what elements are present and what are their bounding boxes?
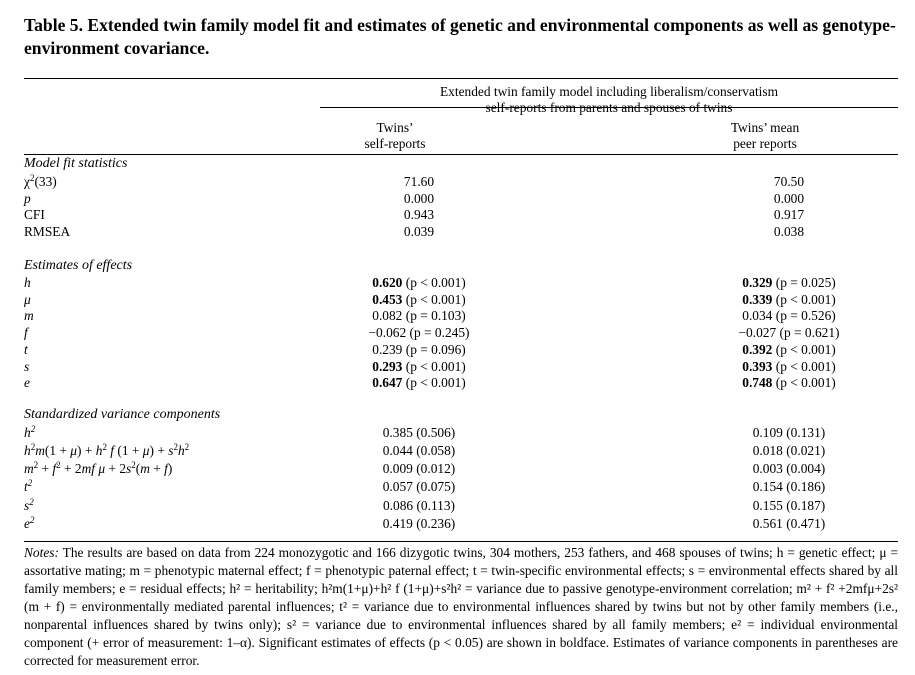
row-label: p <box>24 191 31 206</box>
self-report-value: 71.60 <box>403 174 435 189</box>
spanning-header-rule <box>320 107 898 108</box>
row-label: $\chi^2(33)$ <box>24 173 57 189</box>
peer-report-value: 0.038 <box>773 224 805 239</box>
self-report-value: 0.082 (p = 0.103) <box>372 308 466 324</box>
row-label: $h^2m(1 + \mu) + h^2$ f $(1 + \mu) + s^2h^2$ <box>24 442 190 458</box>
peer-report-value: 0.339 (p < 0.001) <box>742 291 836 307</box>
table-row <box>24 497 898 514</box>
row-label: RMSEA <box>24 224 71 239</box>
table-row <box>24 324 898 341</box>
peer-report-value: 0.917 <box>773 207 805 222</box>
self-report-value: 0.620 (p < 0.001) <box>372 275 466 290</box>
row-label: m <box>24 308 34 324</box>
notes-label: Notes: <box>24 545 59 560</box>
spanning-header <box>320 84 898 116</box>
peer-report-value: 0.003 (0.004) <box>752 461 826 476</box>
table-row <box>24 424 898 441</box>
self-report-value: 0.647 (p < 0.001) <box>372 375 466 391</box>
section-heading-row <box>24 406 898 423</box>
row-label: $h^2$ <box>24 424 36 440</box>
row-label: $e^2$ <box>24 515 35 531</box>
row-label: CFI <box>24 207 45 222</box>
table-row <box>24 291 898 308</box>
table-row <box>24 515 898 532</box>
section-heading-fit: Model fit statistics <box>24 156 128 171</box>
notes-text: The results are based on data from 224 monozygotic and 166 dizygotic twins, 304 mothers, 253 fathers, and 468 spouses of twins; h = genetic effect; μ = assortative mating; m = phenotypic maternal effect; f = phenotypic paternal effect; t = twin-specific environmental effects; s = environmental effects shared by all family members; e = residual effects; h² = heritability; h²m(1+μ)+h² f (1+μ)+s²h² = variance due to passive genotype-environment correlation; m² + f² +2mfμ+2s² (m + f) = environmentally mediated parental influences; t² = variance due to environmental influences shared by twins but not by other family members (i.e., nonparental influences shared by twins only); s² = variance due to environmental influences shared by all family members; e² = individual environmental component (+ error of measurement: 1–α). Significant estimates of effects (p < 0.05) are shown in boldface. Estimates of variance components in parentheses are corrected for measurement error. <box>24 545 898 668</box>
section-heading-variance: Standardized variance components <box>24 407 221 422</box>
table-row <box>24 223 898 240</box>
table-row <box>24 274 898 291</box>
column-header-peer-reports <box>670 120 860 152</box>
row-label: e <box>24 375 30 391</box>
peer-report-value: 0.748 (p < 0.001) <box>742 375 836 391</box>
table-row <box>24 206 898 223</box>
bottom-rule <box>24 541 898 542</box>
self-report-value: −0.062 (p = 0.245) <box>368 325 470 341</box>
row-label: t <box>24 341 28 357</box>
column-header-self-reports-line1: Twins’ <box>376 120 414 135</box>
peer-report-value: 0.000 <box>773 191 805 206</box>
spanning-header-line2: self-reports from parents and spouses of twins <box>485 100 733 115</box>
column-header-self-reports-line2: self-reports <box>364 136 426 151</box>
table-row <box>24 341 898 358</box>
section-heading-row <box>24 257 898 274</box>
peer-report-value: 0.155 (0.187) <box>752 498 826 513</box>
row-label: $t^2$ <box>24 478 33 494</box>
row-label: f <box>24 325 28 341</box>
peer-report-value: 0.018 (0.021) <box>752 443 826 458</box>
self-report-value: 0.000 <box>403 191 435 206</box>
row-label: h <box>24 275 31 290</box>
peer-report-value: 0.392 (p < 0.001) <box>742 341 836 357</box>
row-label: $m^2 + f^2 + 2mf$ $\mu + 2s^2(m + f)$ <box>24 460 173 476</box>
column-header-peer-reports-line2: peer reports <box>733 136 797 151</box>
table-notes <box>24 544 898 670</box>
peer-report-value: −0.027 (p = 0.621) <box>738 325 840 341</box>
table-row <box>24 190 898 207</box>
section-heading-effects: Estimates of effects <box>24 258 133 273</box>
peer-report-value: 70.50 <box>773 174 805 189</box>
peer-report-value: 0.109 (0.131) <box>752 425 826 440</box>
section-heading-row <box>24 155 898 172</box>
table-row <box>24 442 898 459</box>
peer-report-value: 0.154 (0.186) <box>752 479 826 494</box>
self-report-value: 0.057 (0.075) <box>382 479 456 494</box>
table-row <box>24 460 898 477</box>
table-title: Table 5. Extended twin family model fit and estimates of genetic and environmental components as well as genotype-environment covariance. <box>24 15 896 58</box>
row-label: μ <box>24 291 31 307</box>
spanning-header-line1: Extended twin family model including liberalism/conservatism <box>439 84 779 99</box>
row-label: $s^2$ <box>24 497 34 513</box>
table-row <box>24 307 898 324</box>
self-report-value: 0.419 (0.236) <box>382 516 456 531</box>
peer-report-value: 0.561 (0.471) <box>752 516 826 531</box>
self-report-value: 0.293 (p < 0.001) <box>372 358 466 374</box>
column-header-self-reports <box>300 120 490 152</box>
self-report-value: 0.239 (p = 0.096) <box>372 341 466 357</box>
column-header-peer-reports-line1: Twins’ mean <box>730 120 800 135</box>
peer-report-value: 0.329 (p = 0.025) <box>742 275 836 290</box>
top-rule <box>24 78 898 79</box>
table-row <box>24 478 898 495</box>
self-report-value: 0.039 <box>403 224 435 239</box>
self-report-value: 0.943 <box>403 207 435 222</box>
self-report-value: 0.086 (0.113) <box>382 498 456 513</box>
table-row <box>24 374 898 391</box>
table-row <box>24 173 898 190</box>
table-row <box>24 358 898 375</box>
self-report-value: 0.044 (0.058) <box>382 443 456 458</box>
self-report-value: 0.009 (0.012) <box>382 461 456 476</box>
row-label: s <box>24 358 30 374</box>
peer-report-value: 0.034 (p = 0.526) <box>742 308 836 324</box>
self-report-value: 0.453 (p < 0.001) <box>372 291 466 307</box>
peer-report-value: 0.393 (p < 0.001) <box>742 358 836 374</box>
self-report-value: 0.385 (0.506) <box>382 425 456 440</box>
